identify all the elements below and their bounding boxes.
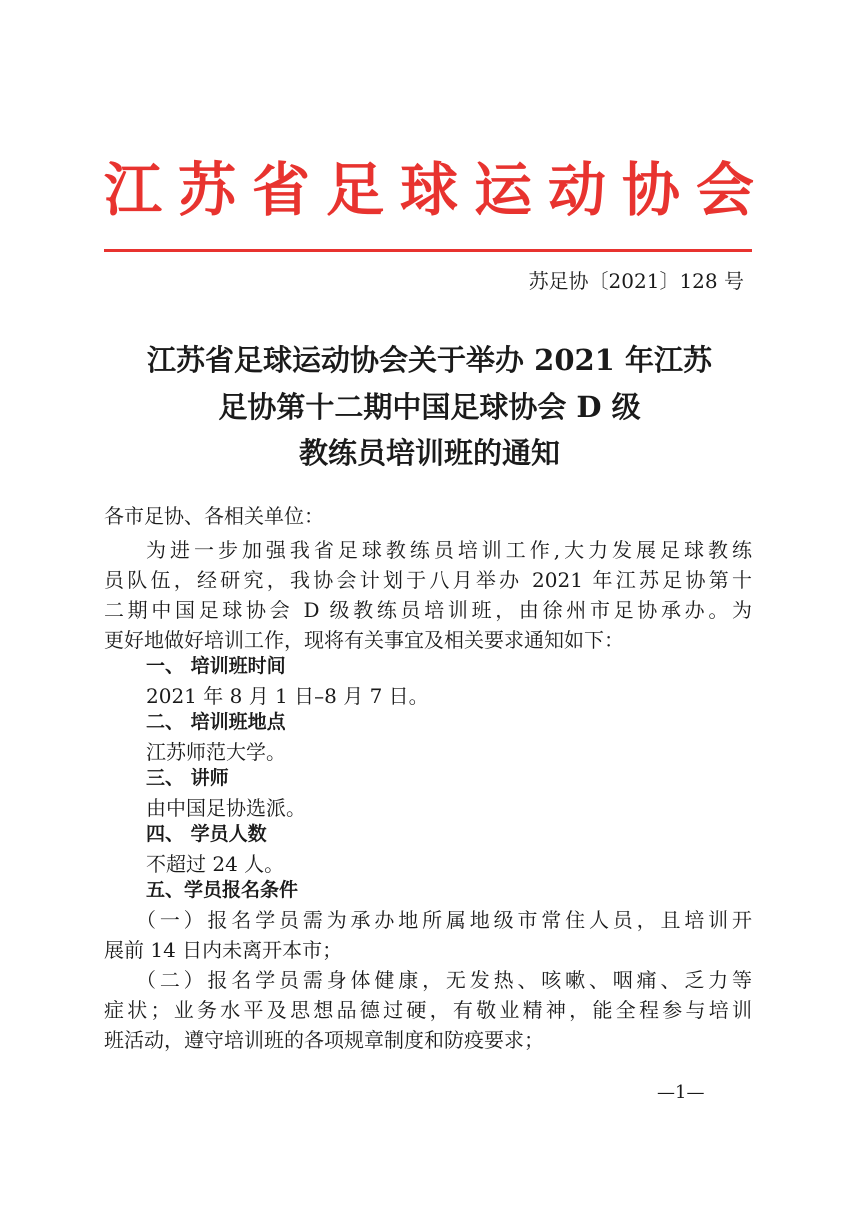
- section-1-heading: 一、 培训班时间: [146, 655, 286, 677]
- title-line-2: 足协第十二期中国足球协会 D 级: [218, 390, 641, 424]
- page-number: —1—: [657, 1082, 705, 1103]
- intro-line-3: 二期中国足球协会 D 级教练员培训班，由徐州市足协承办。为: [104, 598, 752, 622]
- salutation: 各市足协、各相关单位：: [104, 504, 324, 528]
- letterhead-red-rule: [104, 249, 752, 252]
- section-1-text: 2021 年 8 月 1 日–8 月 7 日。: [146, 684, 429, 708]
- intro-line-1: 为进一步加强我省足球教练员培训工作,大力发展足球教练: [146, 538, 752, 562]
- title-line-3: 教练员培训班的通知: [298, 436, 560, 470]
- condition-1-line-2: 展前 14 日内未离开本市；: [104, 938, 343, 962]
- section-3-heading: 三、 讲师: [146, 767, 229, 789]
- section-4-heading: 四、 学员人数: [146, 823, 267, 845]
- section-2-text: 江苏师范大学。: [146, 740, 286, 764]
- intro-line-4: 更好地做好培训工作，现将有关事宜及相关要求通知如下：: [104, 628, 624, 652]
- letterhead-org-name: 江苏省足球运动协会: [104, 156, 754, 224]
- section-3-text: 由中国足协选派。: [146, 796, 306, 820]
- section-5-heading: 五、学员报名条件: [146, 879, 299, 901]
- condition-2-line-3: 班活动，遵守培训班的各项规章制度和防疫要求；: [104, 1028, 544, 1052]
- section-2-heading: 二、 培训班地点: [146, 711, 286, 733]
- intro-line-2: 员队伍，经研究，我协会计划于八月举办 2021 年江苏足协第十: [104, 568, 752, 592]
- document-number: 苏足协〔2021〕128 号: [528, 269, 744, 293]
- title-line-1: 江苏省足球运动协会关于举办 2021 年江苏: [147, 343, 712, 377]
- condition-2-line-1: （二）报名学员需身体健康，无发热、咳嗽、咽痛、乏力等: [136, 968, 752, 992]
- section-4-text: 不超过 24 人。: [146, 852, 285, 876]
- condition-2-line-2: 症状；业务水平及思想品德过硬，有敬业精神，能全程参与培训: [104, 998, 752, 1022]
- condition-1-line-1: （一）报名学员需为承办地所属地级市常住人员，且培训开: [136, 908, 752, 932]
